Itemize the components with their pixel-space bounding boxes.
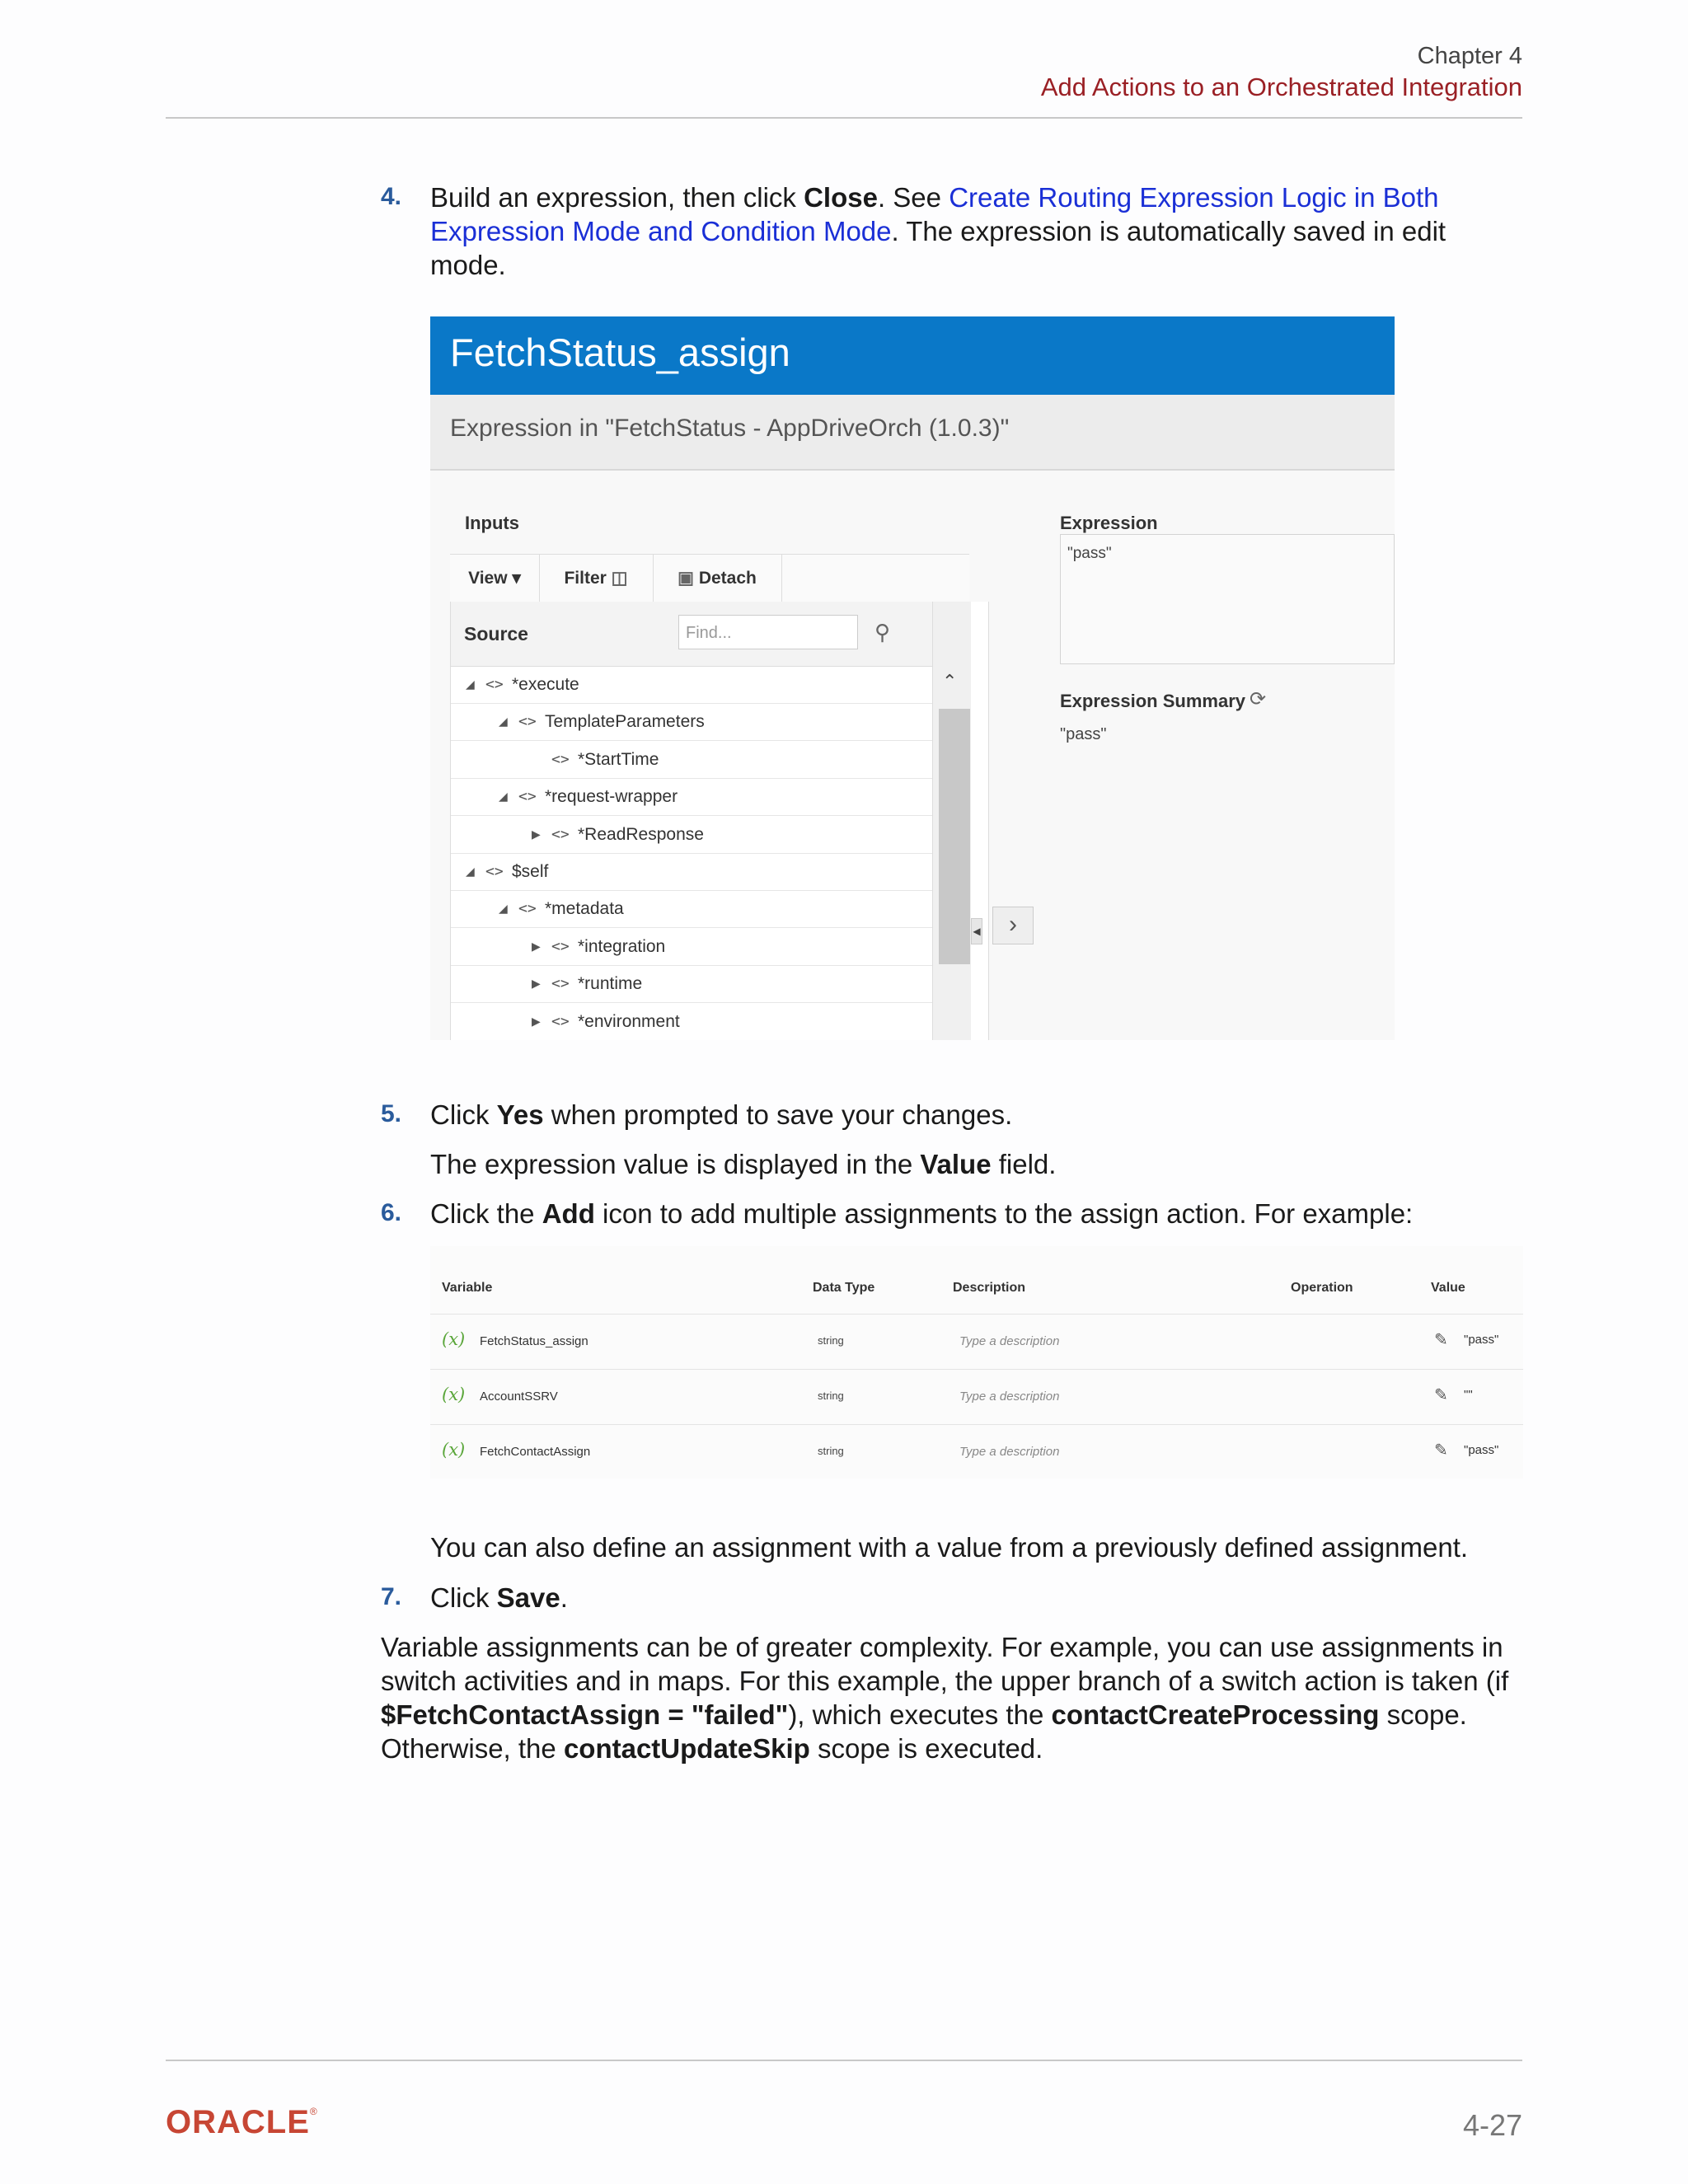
step-5-text-b: when prompted to save your changes. — [543, 1099, 1013, 1130]
step-7-save-term: Save — [496, 1582, 560, 1613]
step-4-text — [430, 180, 1522, 282]
step-6-text — [430, 1197, 1522, 1230]
scrollbar-thumb[interactable] — [939, 709, 970, 964]
tree-node-label: *integration — [578, 936, 666, 956]
collapse-triangle-icon[interactable]: ◢ — [499, 715, 508, 729]
tree-node[interactable] — [451, 853, 932, 891]
step-6-text-b: icon to add multiple assignments to the assign action. For example: — [594, 1198, 1414, 1229]
tree-node-label: *request-wrapper — [545, 787, 678, 807]
variable-icon: (x) — [442, 1329, 466, 1349]
tree-node-label: *metadata — [545, 899, 624, 919]
tree-node[interactable] — [451, 965, 932, 1003]
collapse-triangle-icon[interactable]: ◢ — [466, 865, 475, 878]
step-7-text — [430, 1581, 1522, 1615]
element-icon: <> — [551, 937, 570, 955]
variable-name: AccountSSRV — [480, 1390, 558, 1404]
step-5-subtext-b: field. — [991, 1149, 1057, 1179]
page-number: 4-27 — [1462, 2108, 1522, 2142]
data-type: string — [818, 1445, 844, 1457]
refresh-icon[interactable]: ⟳ — [1250, 688, 1267, 710]
closing-skip-scope-term: contactUpdateSkip — [563, 1733, 810, 1764]
value-cell: "pass" — [1464, 1333, 1499, 1347]
find-input[interactable]: Find... — [678, 615, 858, 649]
variable-name: FetchStatus_assign — [480, 1334, 588, 1348]
description-field[interactable]: Type a description — [959, 1334, 1060, 1348]
step-5-subtext-a: The expression value is displayed in the — [430, 1149, 921, 1179]
element-icon: <> — [551, 975, 570, 993]
column-header-operation: Operation — [1291, 1281, 1353, 1295]
source-label: Source — [464, 623, 528, 644]
expression-builder-screenshot — [430, 316, 1395, 1040]
detach-button[interactable] — [653, 555, 782, 602]
edit-pencil-icon[interactable]: ✎ — [1434, 1331, 1448, 1349]
data-type: string — [818, 1334, 844, 1347]
table-row[interactable] — [430, 1369, 1523, 1426]
element-icon: <> — [551, 1012, 570, 1030]
collapse-triangle-icon[interactable]: ◢ — [466, 677, 475, 691]
tree-node[interactable] — [451, 778, 932, 816]
tree-node-label: $self — [512, 862, 549, 881]
step-5-text — [430, 1098, 1522, 1132]
step-4-text-a: Build an expression, then click — [430, 182, 804, 213]
closing-text-d: scope is executed. — [809, 1733, 1043, 1764]
closing-text-b: ), which executes the — [788, 1699, 1052, 1730]
description-field[interactable]: Type a description — [959, 1445, 1060, 1459]
step-number-7: 7. — [381, 1583, 402, 1610]
assignments-table-screenshot — [430, 1246, 1523, 1479]
closing-create-scope-term: contactCreateProcessing — [1051, 1699, 1380, 1730]
oracle-logo-text: ORACLE — [166, 2104, 310, 2140]
step-5-value-term: Value — [920, 1149, 992, 1179]
step-6-add-term: Add — [542, 1198, 595, 1229]
expand-triangle-icon[interactable]: ▶ — [532, 1014, 541, 1028]
inputs-label: Inputs — [465, 513, 519, 533]
variable-icon: (x) — [442, 1440, 466, 1460]
step-6-text-a: Click the — [430, 1198, 542, 1229]
element-icon: <> — [518, 900, 537, 918]
filter-icon: ◫ — [611, 569, 628, 588]
source-tree-panel — [450, 602, 989, 1040]
insert-arrow-button[interactable]: › — [992, 907, 1034, 944]
collapse-triangle-icon[interactable]: ◢ — [499, 902, 508, 916]
routing-expression-link[interactable]: Create Routing Expression Logic in Both Expression Mode and Condition Mode — [430, 182, 1439, 246]
section-title: Add Actions to an Orchestrated Integration — [1040, 73, 1522, 101]
variable-icon: (x) — [442, 1385, 466, 1404]
chapter-label: Chapter 4 — [1417, 43, 1522, 69]
column-header-value: Value — [1431, 1281, 1465, 1295]
tree-node-label: *ReadResponse — [578, 824, 704, 844]
tree-node-label: *execute — [512, 675, 579, 694]
oracle-logo — [166, 2104, 318, 2141]
closing-paragraph — [381, 1630, 1560, 1765]
expression-summary-value: "pass" — [1060, 725, 1107, 743]
step-6-after-text: You can also define an assignment with a value from a previously defined assignment. — [430, 1532, 1469, 1563]
step-number-5: 5. — [381, 1100, 402, 1127]
search-icon[interactable]: ⚲ — [874, 620, 891, 644]
data-type: string — [818, 1390, 844, 1402]
registered-mark: ® — [309, 2106, 318, 2117]
description-field[interactable]: Type a description — [959, 1390, 1060, 1404]
footer-divider — [166, 2060, 1522, 2061]
step-number-4: 4. — [381, 183, 402, 210]
element-icon: <> — [551, 825, 570, 843]
tree-node[interactable] — [451, 890, 932, 928]
tree-node-label: *StartTime — [578, 749, 659, 769]
step-number-6: 6. — [381, 1199, 402, 1226]
step-4-text-b: . See — [877, 182, 950, 213]
tree-node-label: TemplateParameters — [545, 712, 705, 732]
element-icon: <> — [485, 676, 504, 693]
element-icon: <> — [551, 750, 570, 768]
collapse-triangle-icon[interactable]: ◢ — [499, 790, 508, 804]
detach-icon: ▣ — [678, 569, 694, 588]
expand-triangle-icon[interactable]: ▶ — [532, 827, 541, 841]
tree-node[interactable] — [451, 703, 932, 741]
element-icon: <> — [518, 713, 537, 731]
column-header-data-type: Data Type — [813, 1281, 875, 1295]
step-4-close-term: Close — [804, 182, 878, 213]
expression-label: Expression — [1060, 513, 1158, 533]
edit-pencil-icon[interactable]: ✎ — [1434, 1441, 1448, 1460]
tree-node-label: *runtime — [578, 974, 643, 994]
table-row[interactable] — [430, 1314, 1523, 1371]
inputs-toolbar — [450, 554, 969, 603]
detach-label: Detach — [698, 569, 757, 588]
closing-condition-term: $FetchContactAssign = "failed" — [381, 1699, 789, 1730]
tree-node-label: *environment — [578, 1011, 680, 1031]
source-header — [451, 602, 932, 667]
filter-label: Filter — [564, 569, 607, 588]
tree-node[interactable] — [451, 1003, 932, 1040]
tree-node[interactable] — [451, 816, 932, 854]
tree-node[interactable] — [451, 928, 932, 966]
header-divider — [166, 117, 1522, 119]
value-cell: "" — [1464, 1388, 1473, 1402]
step-5-subtext — [430, 1147, 1522, 1181]
step-5-yes-term: Yes — [496, 1099, 544, 1130]
column-header-description: Description — [953, 1281, 1026, 1295]
closing-text-a: Variable assignments can be of greater complexity. For example, you can use assignments in switch activities and in maps. For this example, the upper branch of a switch action is taken (if — [381, 1632, 1509, 1696]
tree-node[interactable] — [451, 741, 932, 779]
element-icon: <> — [485, 863, 504, 880]
filter-button[interactable] — [539, 555, 654, 602]
step-7-text-b: . — [560, 1582, 568, 1613]
expression-subtitle: Expression in "FetchStatus - AppDriveOrch (1.0.3)" — [450, 415, 1010, 442]
step-4-text-c: . The expression is automatically saved in edit mode. — [430, 216, 1447, 280]
expression-summary-label: Expression Summary — [1060, 691, 1245, 711]
value-cell: "pass" — [1464, 1443, 1499, 1457]
expand-triangle-icon[interactable]: ▶ — [532, 977, 541, 991]
collapse-handle-icon[interactable]: ◀ — [971, 918, 982, 944]
scroll-up-icon[interactable]: ⌃ — [942, 671, 958, 691]
step-5-text-a: Click — [430, 1099, 497, 1130]
element-icon: <> — [518, 788, 537, 806]
table-row[interactable] — [430, 1424, 1523, 1481]
dialog-title: FetchStatus_assign — [450, 330, 790, 374]
column-header-variable: Variable — [442, 1281, 493, 1295]
step-7-text-a: Click — [430, 1582, 497, 1613]
closing-text-c: scope. Otherwise, the — [381, 1699, 1467, 1764]
edit-pencil-icon[interactable]: ✎ — [1434, 1386, 1448, 1404]
expand-triangle-icon[interactable]: ▶ — [532, 939, 541, 953]
expression-editor[interactable]: "pass" — [1060, 534, 1395, 664]
tree-node[interactable] — [451, 666, 932, 704]
view-menu[interactable]: View ▾ — [450, 555, 540, 602]
variable-name: FetchContactAssign — [480, 1445, 591, 1459]
